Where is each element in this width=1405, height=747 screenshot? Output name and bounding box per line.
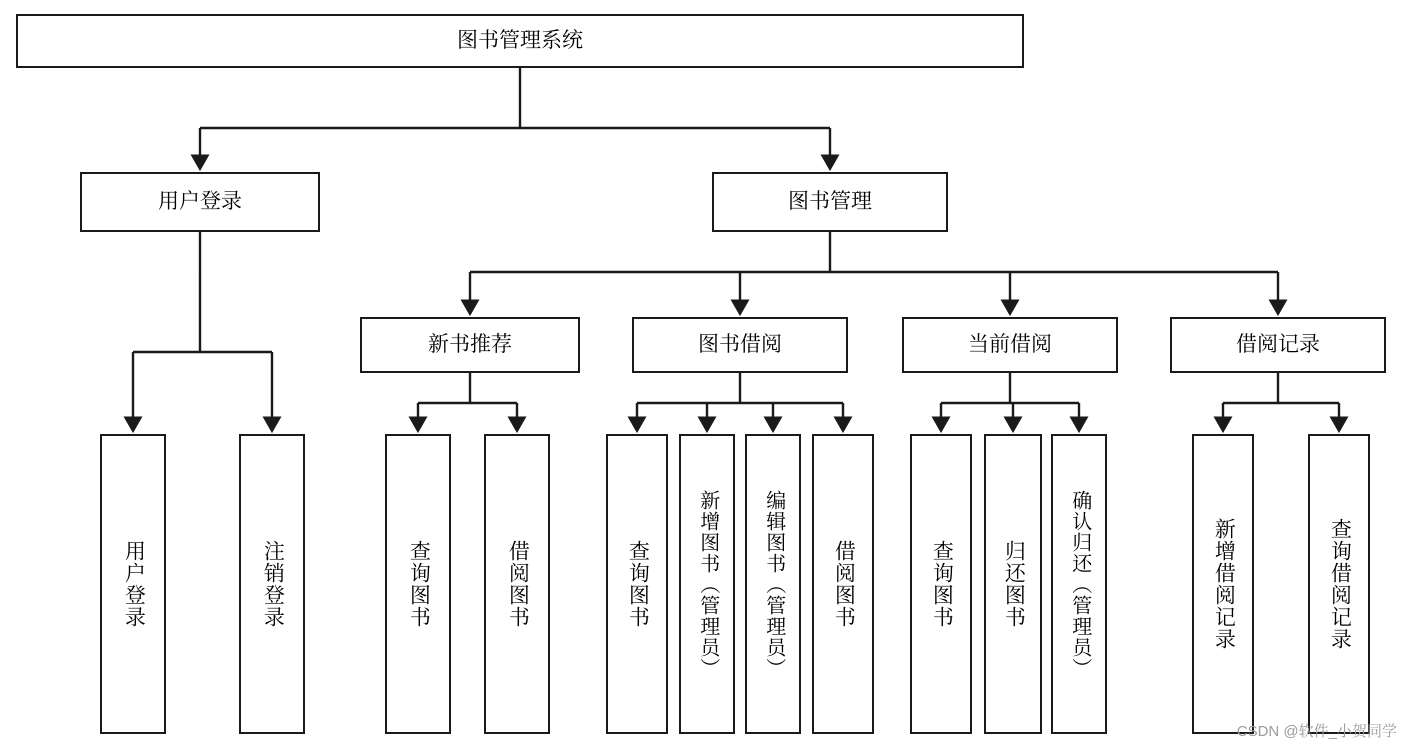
node-leaf-add-book-label: 新增图书（管理员） <box>696 489 719 679</box>
node-leaf-edit-book-label: 编辑图书（管理员） <box>762 489 785 679</box>
node-leaf-return-book-label: 归还图书 <box>1002 540 1026 628</box>
node-leaf-edit-book[interactable] <box>745 434 801 734</box>
node-book-manage[interactable] <box>712 172 948 232</box>
node-leaf-user-login[interactable] <box>100 434 166 734</box>
node-borrow-record[interactable] <box>1170 317 1386 373</box>
node-leaf-query-book-current[interactable] <box>910 434 972 734</box>
node-user-login-label: 用户登录 <box>158 189 242 213</box>
node-new-book-recommend-label: 新书推荐 <box>428 332 512 356</box>
watermark-text: CSDN @软件_小贺同学 <box>1236 723 1397 740</box>
node-leaf-borrow-book-label: 借阅图书 <box>832 540 856 628</box>
node-book-borrow-label: 图书借阅 <box>698 332 782 356</box>
node-leaf-query-book-recommend-label: 查询图书 <box>407 540 431 628</box>
node-current-borrow[interactable] <box>902 317 1118 373</box>
node-leaf-user-logout-label: 注销登录 <box>261 540 285 628</box>
node-root[interactable] <box>16 14 1024 68</box>
node-leaf-query-book-borrow[interactable] <box>606 434 668 734</box>
node-book-manage-label: 图书管理 <box>788 189 872 213</box>
node-leaf-add-book[interactable] <box>679 434 735 734</box>
node-book-borrow[interactable] <box>632 317 848 373</box>
node-leaf-query-book-current-label: 查询图书 <box>930 540 954 628</box>
node-current-borrow-label: 当前借阅 <box>968 332 1052 356</box>
node-leaf-borrow-book-recommend-label: 借阅图书 <box>506 540 530 628</box>
node-leaf-query-book-recommend[interactable] <box>385 434 451 734</box>
node-leaf-return-book[interactable] <box>984 434 1042 734</box>
node-leaf-add-borrow-record-label: 新增借阅记录 <box>1212 518 1236 650</box>
node-leaf-confirm-return-label: 确认归还（管理员） <box>1068 489 1091 679</box>
node-user-login[interactable] <box>80 172 320 232</box>
node-new-book-recommend[interactable] <box>360 317 580 373</box>
node-leaf-user-logout[interactable] <box>239 434 305 734</box>
node-leaf-query-borrow-record[interactable] <box>1308 434 1370 734</box>
node-root-label: 图书管理系统 <box>457 28 583 52</box>
node-leaf-query-book-borrow-label: 查询图书 <box>626 540 650 628</box>
node-borrow-record-label: 借阅记录 <box>1236 332 1320 356</box>
node-leaf-user-login-label: 用户登录 <box>122 540 146 628</box>
node-leaf-borrow-book[interactable] <box>812 434 874 734</box>
node-leaf-query-borrow-record-label: 查询借阅记录 <box>1328 518 1352 650</box>
node-leaf-confirm-return[interactable] <box>1051 434 1107 734</box>
node-leaf-borrow-book-recommend[interactable] <box>484 434 550 734</box>
node-leaf-add-borrow-record[interactable] <box>1192 434 1254 734</box>
